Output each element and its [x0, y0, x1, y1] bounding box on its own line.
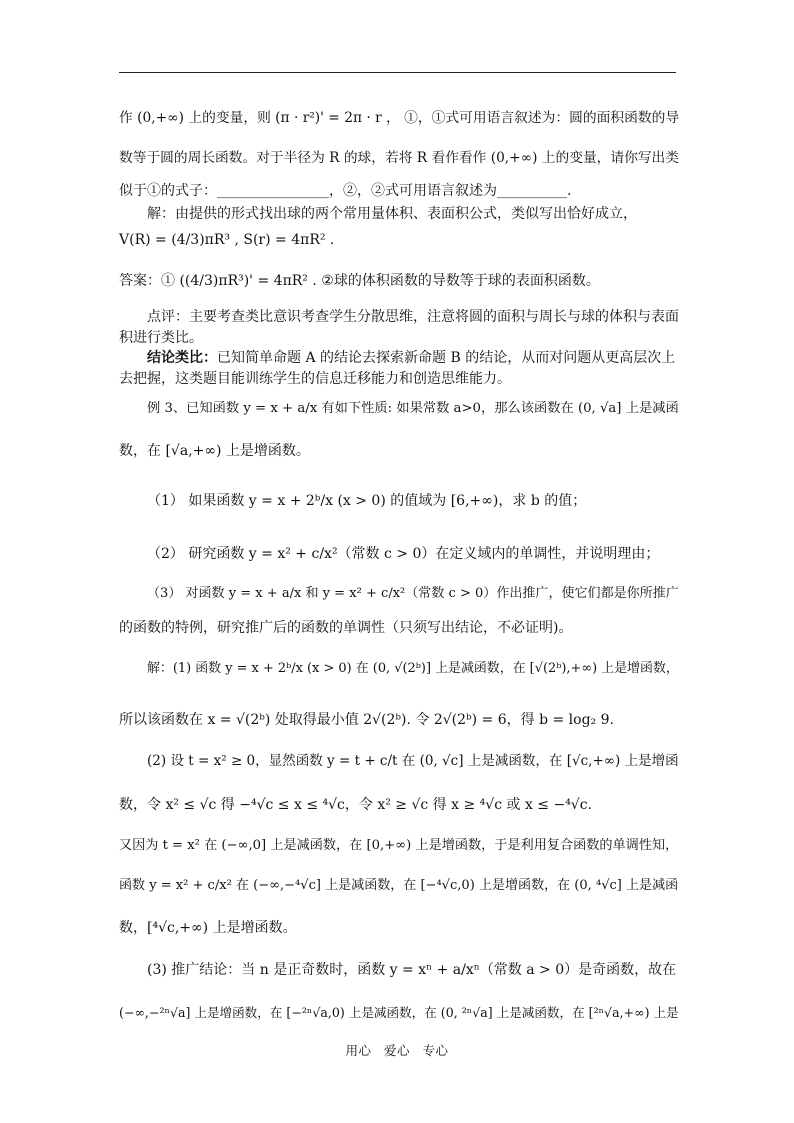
page-footer: 用心 爱心 专心	[345, 1043, 449, 1058]
question-1: （1） 如果函数 y = x + 2ᵇ/x (x > 0) 的值域为 [6,+∞)，求 b 的值；	[147, 493, 587, 509]
question-2: （2） 研究函数 y = x² + c/x²（常数 c > 0）在定义域内的单调性，并说明理由；	[147, 546, 660, 562]
answer-2-line-2: 数，令 x² ≤ √c 得 −⁴√c ≤ x ≤ ⁴√c，令 x² ≥ √c 得 x ≥ ⁴√c 或 x ≤ −⁴√c.	[119, 797, 593, 813]
example-3-line-1: 例 3、已知函数 y = x + a/x 有如下性质: 如果常数 a>0，那么该函数在 (0, √a] 上是减函	[147, 401, 679, 416]
conclusion-heading: 结论类比：	[147, 350, 217, 366]
answer-2-line-4: 函数 y = x² + c/x² 在 (−∞,−⁴√c] 上是减函数，在 [−⁴√c,0) 上是增函数，在 (0, ⁴√c] 上是减函	[119, 878, 679, 893]
text-line-2: 数等于圆的周长函数。对于半径为 R 的球，若将 R 看作看作 (0,+∞) 上的变量，请你写出类	[119, 150, 679, 166]
answer-1-line-2: 所以该函数在 x = √(2ᵇ) 处取得最小值 2√(2ᵇ). 令 2√(2ᵇ) = 6，得 b = log₂ 9.	[119, 712, 614, 728]
text-line-1: 作 (0,+∞) 上的变量，则 (π · r²)' = 2π · r ， ①，①式可用语言叙述为：圆的面积函数的导	[119, 110, 680, 126]
answer-3-line-2: (−∞,−²ⁿ√a] 上是增函数，在 [−²ⁿ√a,0) 上是减函数，在 (0, ²ⁿ√a] 上是减函数，在 [²ⁿ√a,+∞) 上是	[119, 1005, 679, 1020]
answer-2-line-3: 又因为 t = x² 在 (−∞,0] 上是减函数，在 [0,+∞) 上是增函数，于是利用复合函数的单调性知，	[119, 838, 679, 853]
conclusion-text: 已知简单命题 A 的结论去探索新命题 B 的结论，从而对问题从更高层次上	[217, 350, 676, 366]
example-3-line-2: 数，在 [√a,+∞) 上是增函数。	[119, 443, 310, 459]
conclusion-line-2: 去把握，这类题目能训练学生的信息迁移能力和创造思维能力。	[119, 371, 511, 387]
question-3-line-1: （3） 对函数 y = x + a/x 和 y = x² + c/x²（常数 c > 0）作出推广，使它们都是你所推广	[147, 586, 679, 601]
answer-2-line-5: 数，[⁴√c,+∞) 上是增函数。	[119, 920, 297, 936]
text-line-3: 似于①的式子：________________，②，②式可用语言叙述为__________.	[119, 183, 572, 199]
answer-line: 答案：① ((4/3)πR³)' = 4πR² . ②球的体积函数的导数等于球的表面积函数。	[119, 273, 600, 289]
header-rule	[119, 72, 676, 73]
comment-line-1: 点评：主要考查类比意识考查学生分散思维，注意将圆的面积与周长与球的体积与表面	[147, 309, 679, 325]
formula-line: V(R) = (4/3)πR³ , S(r) = 4πR² .	[119, 232, 335, 248]
question-3-line-2: 的函数的特例，研究推广后的函数的单调性（只须写出结论，不必证明)。	[119, 620, 573, 636]
conclusion-line-1	[147, 348, 679, 368]
answer-1-line-1: 解：(1) 函数 y = x + 2ᵇ/x (x > 0) 在 (0, √(2ᵇ)] 上是减函数，在 [√(2ᵇ),+∞) 上是增函数，	[147, 661, 679, 676]
answer-2-line-1: (2) 设 t = x² ≥ 0，显然函数 y = t + c/t 在 (0, √c] 上是减函数，在 [√c,+∞) 上是增函	[147, 753, 679, 769]
comment-line-2: 积进行类比。	[119, 330, 203, 346]
solution-line-1: 解：由提供的形式找出球的两个常用量体积、表面积公式，类似写出恰好成立，	[147, 206, 637, 222]
answer-3-line-1: (3) 推广结论：当 n 是正奇数时，函数 y = xⁿ + a/xⁿ（常数 a > 0）是奇函数，故在	[147, 962, 677, 978]
